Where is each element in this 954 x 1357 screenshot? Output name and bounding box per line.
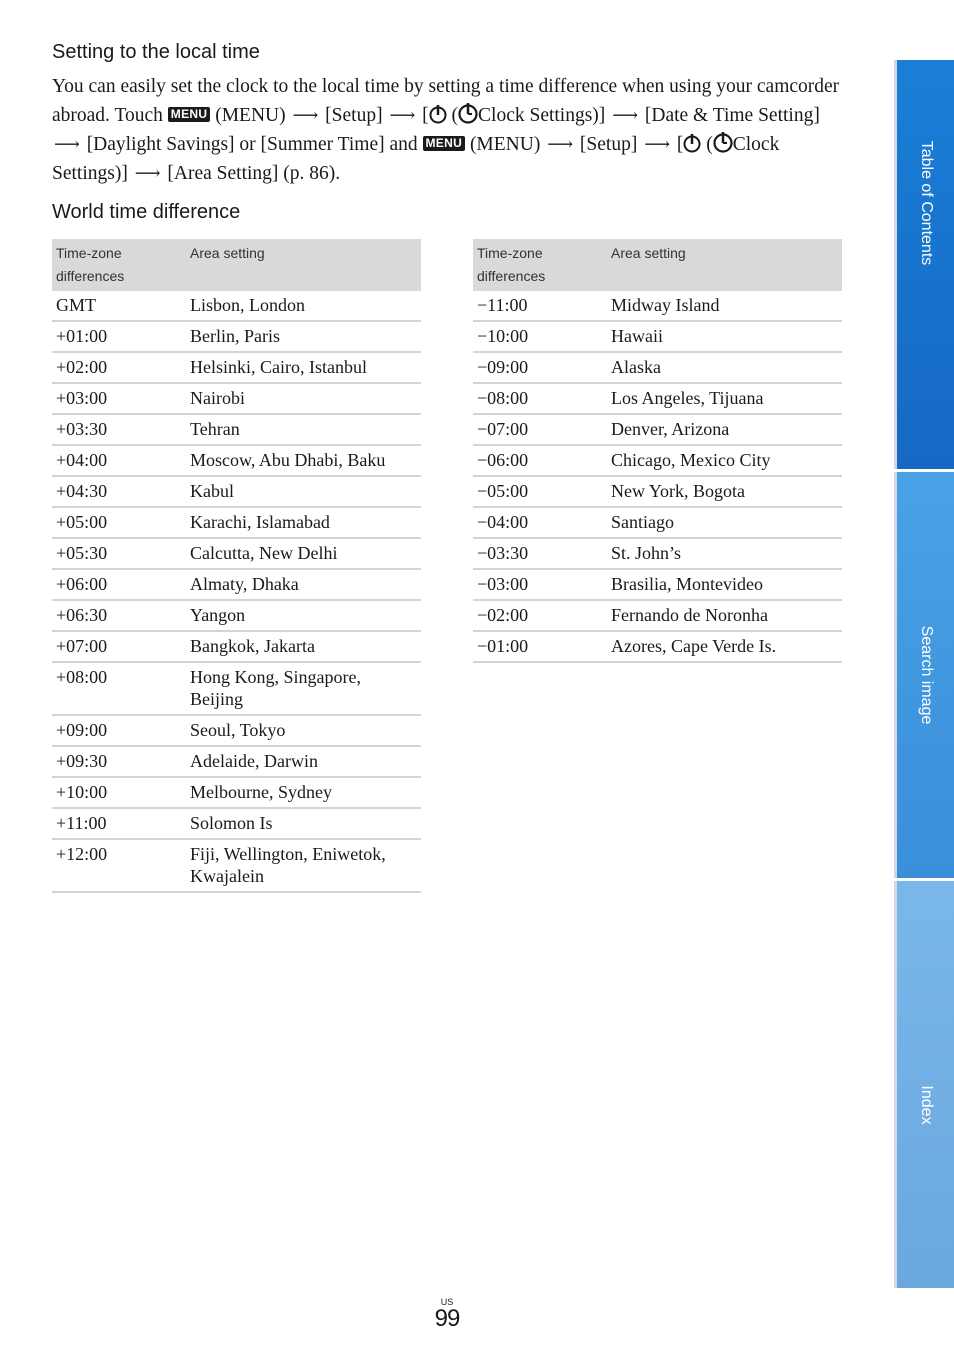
sidebar-tab-index[interactable] — [894, 881, 954, 1288]
area-cell: Alaska — [607, 352, 842, 383]
area-cell: Midway Island — [607, 291, 842, 321]
timezone-cell: −09:00 — [473, 352, 607, 383]
area-cell: Karachi, Islamabad — [186, 507, 421, 538]
table-row — [52, 600, 421, 631]
area-cell: Almaty, Dhaka — [186, 569, 421, 600]
table-row — [473, 383, 842, 414]
area-cell: Santiago — [607, 507, 842, 538]
timezone-cell: −01:00 — [473, 631, 607, 662]
world-time-table-left — [52, 239, 421, 893]
table-row — [52, 321, 421, 352]
table-row — [52, 839, 421, 892]
timezone-cell: +03:30 — [52, 414, 186, 445]
timezone-cell: +12:00 — [52, 839, 186, 892]
sidebar-tab-table-of-contents[interactable] — [894, 60, 954, 469]
timezone-cell: +11:00 — [52, 808, 186, 839]
area-cell: Bangkok, Jakarta — [186, 631, 421, 662]
area-cell: Seoul, Tokyo — [186, 715, 421, 746]
area-cell: Adelaide, Darwin — [186, 746, 421, 777]
table-row — [473, 507, 842, 538]
arrow-right-icon: ⟶ — [292, 105, 319, 125]
area-cell: Solomon Is — [186, 808, 421, 839]
arrow-right-icon: ⟶ — [612, 105, 638, 125]
timezone-cell: −02:00 — [473, 600, 607, 631]
world-time-table-right — [473, 239, 842, 663]
column-header-timezone: Time-zone differences — [473, 239, 607, 291]
table-body-left — [52, 291, 421, 892]
table-row — [473, 291, 842, 321]
table-row — [52, 507, 421, 538]
timezone-cell: GMT — [52, 291, 186, 321]
arrow-right-icon: ⟶ — [644, 134, 670, 154]
menu-icon: MENU — [423, 136, 466, 151]
table-row — [52, 476, 421, 507]
table-row — [52, 291, 421, 321]
area-cell: Fiji, Wellington, Eniwetok, Kwajalein — [186, 839, 421, 892]
timezone-cell: +03:00 — [52, 383, 186, 414]
area-cell: Hong Kong, Singapore, Beijing — [186, 662, 421, 715]
region-code: US — [440, 1297, 454, 1307]
area-cell: Yangon — [186, 600, 421, 631]
timezone-cell: +10:00 — [52, 777, 186, 808]
area-cell: Berlin, Paris — [186, 321, 421, 352]
clock-icon — [429, 104, 447, 124]
timezone-cell: −03:30 — [473, 538, 607, 569]
table-body-right — [473, 291, 842, 662]
area-cell: Melbourne, Sydney — [186, 777, 421, 808]
area-cell: Brasilia, Montevideo — [607, 569, 842, 600]
timezone-cell: −06:00 — [473, 445, 607, 476]
section-heading-local-time: Setting to the local time — [52, 41, 260, 63]
area-cell: Chicago, Mexico City — [607, 445, 842, 476]
clock-icon — [458, 102, 478, 124]
area-cell: Los Angeles, Tijuana — [607, 383, 842, 414]
area-cell: Kabul — [186, 476, 421, 507]
area-cell: Lisbon, London — [186, 291, 421, 321]
timezone-cell: +05:00 — [52, 507, 186, 538]
clock-icon — [683, 133, 701, 153]
area-cell: Hawaii — [607, 321, 842, 352]
timezone-cell: +09:30 — [52, 746, 186, 777]
arrow-right-icon: ⟶ — [389, 105, 416, 125]
table-row — [52, 631, 421, 662]
arrow-right-icon: ⟶ — [134, 163, 161, 183]
timezone-cell: −11:00 — [473, 291, 607, 321]
table-row — [52, 414, 421, 445]
area-cell: Denver, Arizona — [607, 414, 842, 445]
table-row — [473, 476, 842, 507]
area-cell: Nairobi — [186, 383, 421, 414]
area-cell: Fernando de Noronha — [607, 600, 842, 631]
area-cell: Helsinki, Cairo, Istanbul — [186, 352, 421, 383]
timezone-cell: +01:00 — [52, 321, 186, 352]
sidebar-tab-search-image[interactable] — [894, 472, 954, 878]
area-cell: Moscow, Abu Dhabi, Baku — [186, 445, 421, 476]
timezone-cell: −04:00 — [473, 507, 607, 538]
table-row — [52, 445, 421, 476]
timezone-cell: −08:00 — [473, 383, 607, 414]
menu-icon: MENU — [168, 107, 211, 122]
timezone-cell: +04:30 — [52, 476, 186, 507]
table-row — [52, 715, 421, 746]
timezone-cell: −05:00 — [473, 476, 607, 507]
timezone-cell: +09:00 — [52, 715, 186, 746]
area-cell: St. John’s — [607, 538, 842, 569]
timezone-cell: +06:00 — [52, 569, 186, 600]
timezone-cell: +06:30 — [52, 600, 186, 631]
clock-icon — [713, 131, 733, 153]
local-time-paragraph: You can easily set the clock to the local time by setting a time difference when using your camcorder abroad. Touch MENU (MENU) ⟶ [Setup] ⟶ [ ( Clock Settings)] ⟶ [Date & Time Setting] ⟶ [Daylight Savings] or [Summer Time] and MENU (MENU) ⟶ [Setup] ⟶ [ ( Clock Settings)] ⟶ [Area Setting] (p. 86). — [52, 73, 842, 188]
table-row — [52, 662, 421, 715]
table-row — [52, 569, 421, 600]
table-row — [473, 445, 842, 476]
table-row — [52, 746, 421, 777]
table-header-row — [52, 239, 421, 291]
table-row — [52, 777, 421, 808]
area-cell: Azores, Cape Verde Is. — [607, 631, 842, 662]
table-row — [52, 808, 421, 839]
area-cell: Tehran — [186, 414, 421, 445]
arrow-right-icon: ⟶ — [54, 134, 80, 154]
area-cell: Calcutta, New Delhi — [186, 538, 421, 569]
area-cell: New York, Bogota — [607, 476, 842, 507]
page-number: 99 — [434, 1305, 460, 1332]
column-header-area: Area setting — [186, 239, 421, 291]
table-row — [52, 352, 421, 383]
table-row — [473, 600, 842, 631]
timezone-cell: −07:00 — [473, 414, 607, 445]
sidebar-tab-label: Table of Contents — [917, 140, 935, 266]
table-row — [473, 538, 842, 569]
table-header-row — [473, 239, 842, 291]
table-row — [52, 538, 421, 569]
timezone-cell: +08:00 — [52, 662, 186, 715]
section-heading-world-time: World time difference — [52, 201, 241, 223]
table-row — [473, 631, 842, 662]
table-row — [473, 414, 842, 445]
table-row — [473, 569, 842, 600]
timezone-cell: +07:00 — [52, 631, 186, 662]
column-header-area: Area setting — [607, 239, 842, 291]
timezone-cell: +04:00 — [52, 445, 186, 476]
table-row — [473, 352, 842, 383]
sidebar-tab-label: Index — [917, 1085, 935, 1125]
timezone-cell: +02:00 — [52, 352, 186, 383]
timezone-cell: −03:00 — [473, 569, 607, 600]
table-row — [473, 321, 842, 352]
column-header-timezone: Time-zone differences — [52, 239, 186, 291]
arrow-right-icon: ⟶ — [547, 134, 574, 154]
table-row — [52, 383, 421, 414]
timezone-cell: −10:00 — [473, 321, 607, 352]
timezone-cell: +05:30 — [52, 538, 186, 569]
sidebar-tab-label: Search image — [917, 625, 935, 725]
